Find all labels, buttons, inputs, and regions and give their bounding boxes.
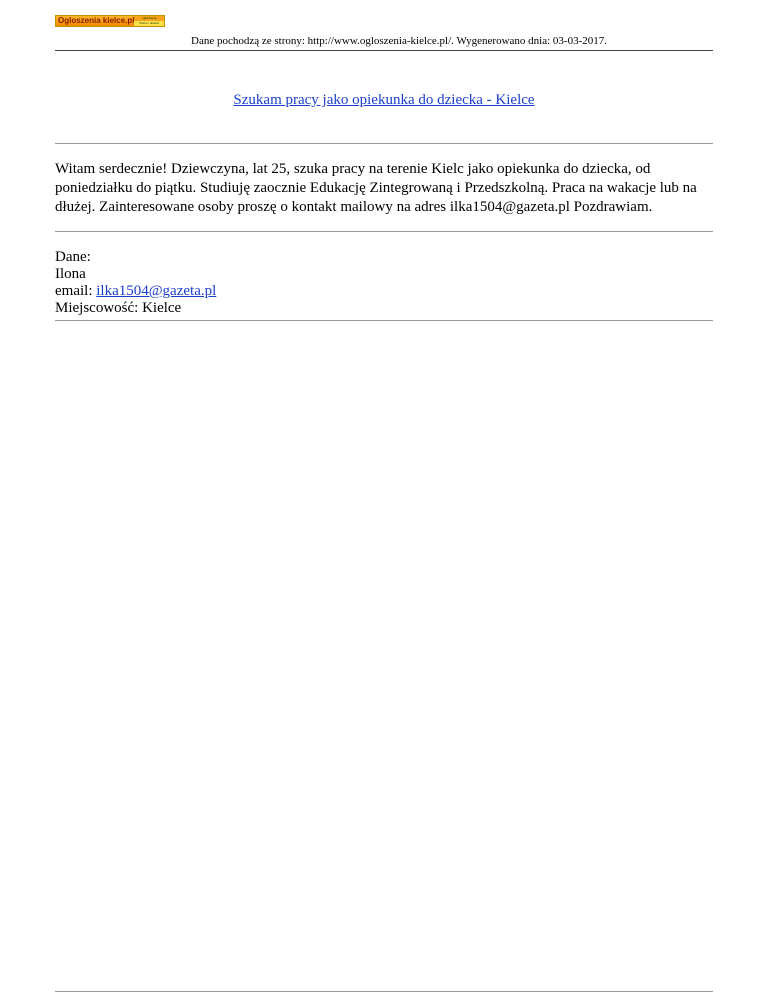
body-divider — [55, 231, 713, 232]
source-line: Dane pochodzą ze strony: http://www.ogloszenia-kielce.pl/. Wygenerowano dnia: 03-03-2017. — [191, 35, 607, 47]
title-divider — [55, 143, 713, 144]
footer-divider — [55, 991, 713, 992]
logo-text: Ogloszenia kielce.pl — [58, 16, 135, 25]
contact-details — [55, 249, 216, 317]
listing-title-link[interactable]: Szukam pracy jako opiekunka do dziecka - Kielce — [233, 92, 535, 108]
contact-name: Ilona — [55, 266, 86, 282]
location: Miejscowość: Kielce — [55, 300, 182, 316]
details-heading: Dane: — [55, 249, 91, 265]
site-logo[interactable] — [55, 15, 165, 27]
details-divider — [55, 320, 713, 321]
header-divider — [55, 50, 713, 51]
email-link[interactable]: ilka1504@gazeta.pl — [96, 283, 217, 299]
email-label: email: — [55, 283, 97, 299]
logo-side-bottom: Kielce i okolice — [134, 21, 164, 26]
logo-side-top: ogłoszenia — [134, 16, 164, 21]
logo-side-panel — [134, 16, 164, 26]
email-row — [55, 283, 216, 300]
listing-body: Witam serdecznie! Dziewczyna, lat 25, szuka pracy na terenie Kielc jako opiekunka do dziecka, od poniedziałku do piątku. Studiuję zaocznie Edukację Zintegrowaną i Przedszkolną. Praca na wakacje lub na dłużej. Zainteresowane osoby proszę o kontakt mailowy na adres ilka1504@gazeta.pl Pozdrawiam. — [55, 161, 697, 215]
